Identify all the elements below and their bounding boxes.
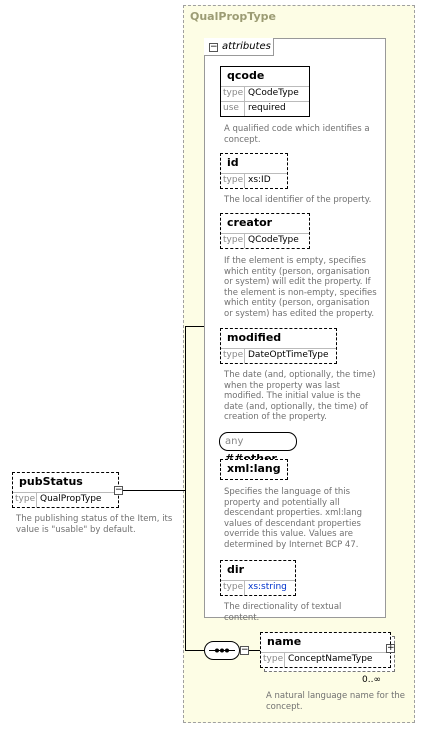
type-value: QCodeType bbox=[248, 235, 299, 245]
type-value: xs:string bbox=[248, 582, 287, 592]
element-name: pubStatus bbox=[19, 475, 83, 488]
collapse-icon[interactable]: − bbox=[210, 42, 218, 52]
connector-line bbox=[123, 490, 185, 491]
occurrence-label: 0..∞ bbox=[362, 675, 381, 685]
collapse-icon[interactable]: − bbox=[241, 645, 249, 655]
connector-line bbox=[185, 326, 204, 327]
attribute-name: modified bbox=[227, 331, 282, 344]
type-key: type bbox=[221, 87, 245, 101]
type-key: type bbox=[221, 174, 245, 188]
child-description: A natural language name for the concept. bbox=[266, 691, 406, 712]
sequence-compositor[interactable] bbox=[204, 641, 240, 660]
complex-type-title: QualPropType bbox=[190, 10, 276, 23]
attribute-id[interactable] bbox=[220, 153, 288, 189]
type-value: DateOptTimeType bbox=[248, 350, 329, 360]
attribute-creator[interactable] bbox=[220, 213, 310, 249]
use-value: required bbox=[248, 103, 286, 113]
type-key: type bbox=[13, 493, 37, 507]
element-name: name bbox=[267, 635, 302, 648]
attribute-name: dir bbox=[227, 563, 245, 576]
attribute-name: creator bbox=[227, 216, 273, 229]
connector-line bbox=[185, 326, 186, 650]
collapse-icon[interactable]: − bbox=[115, 485, 123, 495]
type-value: ConceptNameType bbox=[288, 654, 373, 664]
attribute-qcode[interactable] bbox=[220, 66, 310, 117]
type-value: QCodeType bbox=[248, 88, 299, 98]
root-description: The publishing status of the Item, its value is "usable" by default. bbox=[16, 514, 173, 535]
type-key: type bbox=[221, 581, 245, 595]
connector-line bbox=[185, 650, 204, 651]
attribute-description: A qualified code which identifies a concept. bbox=[224, 124, 370, 145]
attribute-description: The directionality of textual content. bbox=[224, 602, 342, 623]
attribute-description: Specifies the language of this property and potentially all descendant properties. xml:lang values of descendant properties override this value. Values are determined by Internet BCP 47. bbox=[224, 487, 363, 550]
type-key: type bbox=[221, 349, 245, 363]
attribute-description: If the element is empty, specifies which entity (person, organisation or system) will edit the property. If the element is non-empty, specifies which entity (person, organisation or system) has edited the property. bbox=[224, 256, 377, 319]
attribute-description: The date (and, optionally, the time) when the property was last modified. The initial value is the date (and, optionally, the time) of creation of the property. bbox=[224, 370, 376, 422]
attribute-name: id bbox=[227, 156, 239, 169]
attribute-name: xml:lang bbox=[227, 462, 281, 475]
sequence-icon bbox=[205, 642, 239, 659]
type-key: type bbox=[261, 653, 285, 667]
type-value: xs:ID bbox=[248, 175, 271, 185]
type-key: type bbox=[221, 234, 245, 248]
any-other-wildcard[interactable] bbox=[219, 432, 297, 451]
attribute-xml-lang[interactable] bbox=[220, 459, 288, 480]
attribute-description: The local identifier of the property. bbox=[224, 195, 372, 205]
attribute-name: qcode bbox=[227, 69, 265, 82]
child-element-name[interactable] bbox=[260, 632, 391, 668]
attributes-label: attributes bbox=[222, 41, 271, 52]
attribute-dir[interactable] bbox=[220, 560, 296, 596]
attribute-modified[interactable] bbox=[220, 328, 337, 364]
type-value: QualPropType bbox=[40, 494, 102, 504]
use-key: use bbox=[221, 102, 245, 116]
any-prefix: any bbox=[225, 436, 244, 447]
root-element-pubstatus[interactable] bbox=[12, 472, 119, 508]
expand-icon[interactable]: + bbox=[387, 643, 395, 653]
